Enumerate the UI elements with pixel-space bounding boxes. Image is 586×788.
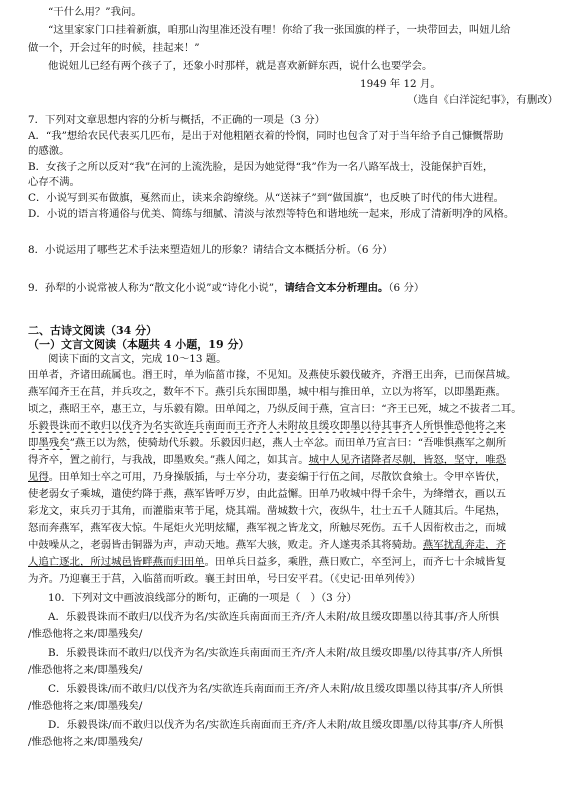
question-7-option-b-cont: 心存不满。: [28, 176, 80, 188]
question-9-emphasis: 请结合文本分析理由。: [284, 282, 389, 294]
question-7-option-a-cont: 的感激。: [28, 145, 70, 157]
question-7-option-d: D．小说的语言将通俗与优美、简练与细腻、清淡与浓烈等特色和谐地统一起来，形成了清新明净的风格。: [28, 208, 515, 220]
section-title: 二、古诗文阅读（34 分）: [28, 324, 158, 337]
underlined-segment: 见得: [28, 471, 49, 483]
question-10-option-b: B．乐毅畏诛而不敢归/以伐齐为名/实欲连兵南面而王齐/齐人未附/故且缓攻即墨/以待其事/齐人所惧: [48, 647, 503, 659]
classical-line: 怒而奔燕军，燕军夜大惊。牛尾炬火光明炫耀，燕军视之皆龙文，所触尽死伤。五千人因衔枚击之，而城: [28, 522, 506, 534]
subsection-title: （一）文言文阅读（本题共 4 小题，19 分）: [28, 338, 250, 351]
underlined-segment: 人追亡逐北，所过城邑皆畔燕而归田单: [28, 556, 205, 568]
question-10-option-c: C．乐毅畏诛/而不敢归/以伐齐为名/实欲连兵南面而王齐/齐人未附/故且缓攻即墨以待其事/齐人所惧: [48, 683, 503, 695]
question-10-option-a: A．乐毅畏诛而不敢归/以伐齐为名/实欲连兵南面而王齐/齐人未附/故且缓攻即墨以待其事/齐人所惧: [48, 611, 500, 623]
classical-line: 燕军闻齐王在莒，并兵攻之，数年不下。燕引兵东围即墨，城中相与推田单，立以为将军，以即墨距燕。: [28, 386, 506, 398]
story-source: （选自《白洋淀纪事》，有删改）: [407, 94, 558, 106]
classical-line: 使老弱女子乘城，遣使约降于燕，燕军皆呼万岁，由此益懈。田单乃收城中得千余牛，为绛缯衣，画以五: [28, 488, 506, 500]
story-line: “这里家家门口挂着新旗，咱那山沟里准还没有哩！你给了我一张国旗的样子，一块带回去，叫妞儿给: [48, 24, 511, 36]
reading-intro: 阅读下面的文言文，完成 10～13 题。: [48, 353, 227, 365]
question-8: 8．小说运用了哪些艺术手法来塑造妞儿的形象？请结合文本概括分析。（6 分）: [28, 244, 393, 256]
question-7-option-a: A．“我”想给农民代表买几匹布，是出于对他粗陋衣着的怜悯，同时也包含了对于当年给予自己慷慨帮助: [28, 130, 504, 142]
classical-line: [28, 539, 562, 552]
wavy-segment: 即墨残矣: [28, 437, 70, 449]
classical-line: 田单者，齐诸田疏属也。湣王时，单为临菑市掾，不见知。及燕使乐毅伐破齐，齐湣王出奔，已而保莒城。: [28, 369, 517, 381]
classical-line: [28, 454, 562, 467]
story-line: 做一个，开会过年的时候，挂起来！”: [28, 42, 200, 54]
question-7-stem: 7．下列对文章思想内容的分析与概括，不正确的一项是（3 分）: [28, 114, 326, 126]
text-segment: ”燕王以为然，使骑劫代乐毅。乐毅因归赵，燕人士卒忿。而田单乃宣言曰：“吾唯惧燕军之劓所: [69, 437, 507, 449]
question-9: [28, 282, 562, 295]
question-10-option-b-cont: /惟恐他将之来/即墨残矣/: [28, 664, 143, 676]
question-10-stem: 10．下列对文中画波浪线部分的断句，正确的一项是（ ）（3 分）: [48, 592, 357, 604]
classical-line: [28, 556, 562, 569]
underlined-segment: 燕军扰乱奔走，齐: [422, 539, 506, 551]
story-line: “干什么用？”我问。: [48, 6, 142, 18]
question-7-option-c: C．小说写到买布做旗，戛然而止，读来余韵缭绕。从“送袜子”到“做国旗”，也反映了时代的伟大进程。: [28, 192, 504, 204]
question-9-text: 9．孙犁的小说常被人称为“散文化小说”或“诗化小说”，: [28, 282, 285, 294]
text-segment: 。田单知士卒之可用，乃身操版插，与士卒分功，妻妾编于行伍之间，尽散饮食飨士。令甲卒皆伏，: [48, 471, 506, 483]
question-10-option-d: D．乐毅畏诛/而不敢归以伐齐为名/实欲连兵南面而王齐/齐人未附/故且缓攻即墨/以待其事/齐人所惧: [48, 719, 504, 731]
question-7-option-b: B．女孩子之所以反对“我”在河的上流洗脸，是因为她觉得“我”作为一名八路军战士，没能保护百姓，: [28, 161, 494, 173]
text-segment: 中鼓噪从之，老弱皆击铜器为声，声动天地。燕军大骇，败走。齐人遂夷杀其将骑劫。: [28, 539, 423, 551]
question-10-option-a-cont: /惟恐他将之来/即墨残矣/: [28, 628, 143, 640]
story-line: 他说妞儿已经有两个孩子了，还象小时那样，就是喜欢新鲜东西，说什么也要学会。: [48, 60, 433, 72]
story-date: 1949 年 12 月。: [360, 78, 441, 90]
classical-line: [28, 471, 562, 484]
classical-line: 为齐。乃迎襄王于莒，入临菑而听政。襄王封田单，号曰安平君。（《史记·田单列传》）: [28, 573, 421, 585]
classical-line: 彩龙文，束兵刃于其角，而灌脂束苇于尾，烧其端。凿城数十穴，夜纵牛，壮士五千人随其后。牛尾热，: [28, 505, 506, 517]
classical-line: [28, 437, 562, 450]
question-9-points: （6 分）: [388, 282, 425, 294]
text-segment: 。田单兵日益多，乘胜，燕日败亡，卒至河上，而齐七十余城皆复: [204, 556, 506, 568]
classical-line-wavy: 乐毅畏诛而不敢归以伐齐为名实欲连兵南面而王齐齐人未附故且缓攻即墨以待其事齐人所惧惟恐他将之来: [28, 420, 506, 432]
question-10-option-d-cont: /惟恐他将之来/即墨残矣/: [28, 736, 143, 748]
classical-line: 顷之，燕昭王卒，惠王立，与乐毅有隙。田单闻之，乃纵反间于燕，宣言曰：“齐王已死，城之不拔者二耳。: [28, 403, 522, 415]
underlined-segment: 城中人见齐诸降者尽劓，皆怒，坚守，唯恐: [308, 454, 507, 466]
text-segment: 得齐卒，置之前行，与我战，即墨败矣。”燕人闻之，如其言。: [28, 454, 309, 466]
question-10-option-c-cont: /惟恐他将之来/即墨残矣/: [28, 700, 143, 712]
